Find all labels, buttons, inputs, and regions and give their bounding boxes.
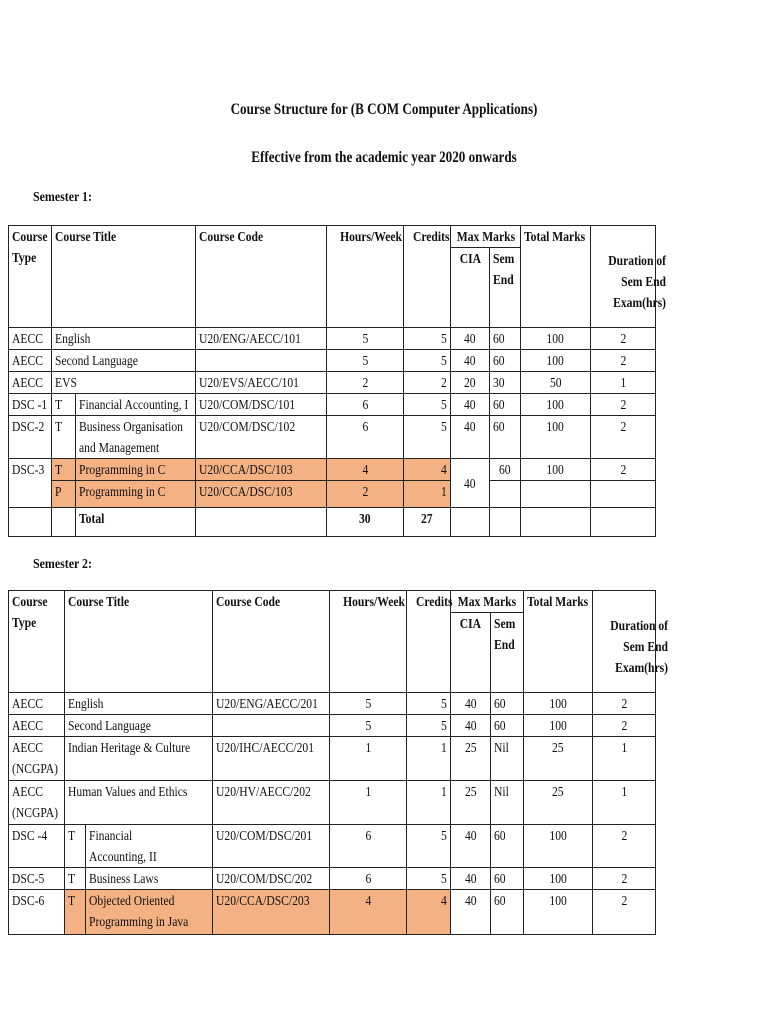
cell-duration: 2 bbox=[591, 459, 656, 481]
table-row-dsc3-practical bbox=[9, 481, 656, 508]
cell-total: 100 bbox=[524, 825, 593, 868]
header-duration: Duration of Sem End Exam(hrs) bbox=[593, 591, 656, 693]
header-max-marks: Max Marks bbox=[451, 226, 521, 248]
cell-credits: 5 bbox=[404, 416, 451, 459]
cell-empty bbox=[521, 508, 591, 537]
cell-total: 50 bbox=[521, 372, 591, 394]
cell-total: 100 bbox=[521, 350, 591, 372]
header-course-code: Course Code bbox=[213, 591, 330, 693]
cell-credits: 1 bbox=[407, 737, 451, 781]
cell-course-title: Financial Accounting, I bbox=[76, 394, 196, 416]
semester-1-label: Semester 1: bbox=[33, 190, 92, 205]
table-row bbox=[9, 737, 656, 781]
cell-tp: T bbox=[52, 416, 76, 459]
cell-course-code: U20/HV/AECC/202 bbox=[213, 781, 330, 825]
cell-duration: 2 bbox=[591, 416, 656, 459]
table-row bbox=[9, 394, 656, 416]
cell-course-type: DSC-5 bbox=[9, 868, 65, 890]
cell-credits: 5 bbox=[407, 868, 451, 890]
cell-duration: 2 bbox=[591, 328, 656, 350]
table-row bbox=[9, 416, 656, 459]
cell-total: 100 bbox=[521, 394, 591, 416]
table-row bbox=[9, 328, 656, 350]
cell-empty bbox=[490, 508, 521, 537]
cell-total: 100 bbox=[521, 416, 591, 459]
cell-hours: 5 bbox=[330, 693, 407, 715]
header-credits: Credits bbox=[404, 226, 451, 328]
cell-sem-end: Nil bbox=[491, 737, 524, 781]
cell-credits: 5 bbox=[404, 394, 451, 416]
cell-course-title: Human Values and Ethics bbox=[65, 781, 213, 825]
header-course-title: Course Title bbox=[52, 226, 196, 328]
cell-duration: 2 bbox=[593, 890, 656, 935]
semester-1-table bbox=[8, 225, 667, 537]
table-row bbox=[9, 693, 656, 715]
cell-duration: 2 bbox=[593, 693, 656, 715]
cell-total: 25 bbox=[524, 781, 593, 825]
cell-duration: 1 bbox=[591, 372, 656, 394]
semester-2-table bbox=[8, 590, 669, 935]
cell-tp: T bbox=[65, 825, 86, 868]
cell-course-title: Programming in C bbox=[76, 481, 196, 508]
cell-duration bbox=[591, 481, 656, 508]
cell-course-type: AECC bbox=[9, 328, 52, 350]
header-course-title: Course Title bbox=[65, 591, 213, 693]
table-row bbox=[9, 350, 656, 372]
cell-duration: 2 bbox=[593, 825, 656, 868]
cell-course-code: U20/COM/DSC/102 bbox=[196, 416, 327, 459]
cell-course-title: Second Language bbox=[52, 350, 196, 372]
header-cia: CIA bbox=[451, 613, 491, 693]
header-cia: CIA bbox=[451, 248, 490, 328]
cell-sem-end: 60 bbox=[490, 350, 521, 372]
cell-course-title: Indian Heritage & Culture bbox=[65, 737, 213, 781]
semester-2-label: Semester 2: bbox=[33, 557, 92, 572]
cell-course-title: Business Organisation and Management bbox=[76, 416, 196, 459]
cell-total: 25 bbox=[524, 737, 593, 781]
cell-course-code bbox=[213, 715, 330, 737]
cell-sem-end: 60 bbox=[490, 416, 521, 459]
header-duration: Duration of Sem End Exam(hrs) bbox=[591, 226, 656, 328]
cell-empty bbox=[591, 508, 656, 537]
cell-total: 100 bbox=[521, 459, 591, 481]
cell-hours: 4 bbox=[327, 459, 404, 481]
cell-course-title: Business Laws bbox=[86, 868, 213, 890]
cell-course-code: U20/IHC/AECC/201 bbox=[213, 737, 330, 781]
cell-cia: 40 bbox=[451, 350, 490, 372]
cell-course-type: DSC -1 bbox=[9, 394, 52, 416]
table-row-dsc3-theory bbox=[9, 459, 656, 481]
cell-course-title: Financial Accounting, II bbox=[86, 825, 213, 868]
table-row bbox=[9, 868, 656, 890]
cell-course-code: U20/ENG/AECC/201 bbox=[213, 693, 330, 715]
table-row bbox=[9, 825, 656, 868]
header-sem-end: Sem End bbox=[491, 613, 524, 693]
cell-credits: 5 bbox=[407, 693, 451, 715]
header-credits: Credits bbox=[407, 591, 451, 693]
cell-sem-end: 60 bbox=[490, 459, 521, 481]
cell-course-title: EVS bbox=[52, 372, 196, 394]
cell-empty bbox=[9, 508, 52, 537]
cell-sem-end: Nil bbox=[491, 781, 524, 825]
cell-hours: 2 bbox=[327, 372, 404, 394]
table-row bbox=[9, 781, 656, 825]
cell-empty bbox=[451, 508, 490, 537]
cell-hours: 1 bbox=[330, 737, 407, 781]
document-title: Course Structure for (B COM Computer Applications) bbox=[230, 101, 538, 118]
header-row bbox=[9, 226, 656, 248]
cell-cia: 40 bbox=[451, 825, 491, 868]
table-row bbox=[9, 715, 656, 737]
cell-cia: 25 bbox=[451, 737, 491, 781]
cell-hours: 6 bbox=[330, 825, 407, 868]
total-row bbox=[9, 508, 656, 537]
cell-course-title: Programming in C bbox=[76, 459, 196, 481]
cell-hours: 5 bbox=[330, 715, 407, 737]
cell-cia: 25 bbox=[451, 781, 491, 825]
cell-sem-end bbox=[490, 481, 521, 508]
cell-credits: 1 bbox=[407, 781, 451, 825]
cell-duration: 2 bbox=[593, 868, 656, 890]
cell-course-code: U20/COM/DSC/101 bbox=[196, 394, 327, 416]
cell-course-code: U20/CCA/DSC/103 bbox=[196, 459, 327, 481]
cell-sem-end: 60 bbox=[491, 715, 524, 737]
cell-credits: 5 bbox=[404, 350, 451, 372]
cell-total: 100 bbox=[524, 715, 593, 737]
header-row bbox=[9, 591, 656, 613]
cell-sem-end: 30 bbox=[490, 372, 521, 394]
cell-sem-end: 60 bbox=[491, 693, 524, 715]
cell-course-type: AECC bbox=[9, 350, 52, 372]
cell-course-code: U20/ENG/AECC/101 bbox=[196, 328, 327, 350]
cell-cia: 40 bbox=[451, 328, 490, 350]
cell-total: 100 bbox=[524, 890, 593, 935]
total-label: Total bbox=[76, 508, 196, 537]
cell-course-type: DSC-3 bbox=[9, 459, 52, 508]
cell-sem-end: 60 bbox=[490, 328, 521, 350]
cell-course-code: U20/COM/DSC/202 bbox=[213, 868, 330, 890]
cell-duration: 2 bbox=[591, 350, 656, 372]
table-row bbox=[9, 890, 656, 935]
cell-hours: 1 bbox=[330, 781, 407, 825]
cell-credits: 2 bbox=[404, 372, 451, 394]
header-course-code: Course Code bbox=[196, 226, 327, 328]
cell-cia: 40 bbox=[451, 459, 490, 508]
document-subtitle: Effective from the academic year 2020 onwards bbox=[251, 149, 517, 166]
cell-course-code: U20/EVS/AECC/101 bbox=[196, 372, 327, 394]
cell-credits: 1 bbox=[404, 481, 451, 508]
cell-duration: 1 bbox=[593, 781, 656, 825]
cell-cia: 40 bbox=[451, 394, 490, 416]
cell-sem-end: 60 bbox=[491, 868, 524, 890]
cell-credits: 5 bbox=[407, 825, 451, 868]
cell-hours: 6 bbox=[330, 868, 407, 890]
cell-course-type: DSC -4 bbox=[9, 825, 65, 868]
cell-cia: 40 bbox=[451, 693, 491, 715]
cell-course-code bbox=[196, 350, 327, 372]
cell-cia: 20 bbox=[451, 372, 490, 394]
cell-sem-end: 60 bbox=[491, 825, 524, 868]
cell-cia: 40 bbox=[451, 715, 491, 737]
cell-tp: P bbox=[52, 481, 76, 508]
cell-tp: T bbox=[52, 394, 76, 416]
cell-tp: T bbox=[52, 459, 76, 481]
cell-course-type: AECC bbox=[9, 693, 65, 715]
cell-course-title: English bbox=[52, 328, 196, 350]
cell-course-title: Second Language bbox=[65, 715, 213, 737]
header-sem-end: Sem End bbox=[490, 248, 521, 328]
cell-duration: 1 bbox=[593, 737, 656, 781]
cell-total: 100 bbox=[524, 868, 593, 890]
cell-cia: 40 bbox=[451, 868, 491, 890]
cell-total: 100 bbox=[521, 328, 591, 350]
cell-course-code: U20/CCA/DSC/203 bbox=[213, 890, 330, 935]
cell-hours: 2 bbox=[327, 481, 404, 508]
cell-course-title: Objected Oriented Programming in Java bbox=[86, 890, 213, 935]
cell-course-title: English bbox=[65, 693, 213, 715]
header-total-marks: Total Marks bbox=[521, 226, 591, 328]
cell-hours: 6 bbox=[327, 416, 404, 459]
header-hours-week: Hours/Week bbox=[327, 226, 404, 328]
cell-course-type: DSC-6 bbox=[9, 890, 65, 935]
cell-course-type: AECC (NCGPA) bbox=[9, 737, 65, 781]
table-row bbox=[9, 372, 656, 394]
cell-total bbox=[521, 481, 591, 508]
cell-course-code: U20/CCA/DSC/103 bbox=[196, 481, 327, 508]
cell-empty bbox=[196, 508, 327, 537]
cell-credits: 4 bbox=[407, 890, 451, 935]
cell-duration: 2 bbox=[591, 394, 656, 416]
cell-credits: 4 bbox=[404, 459, 451, 481]
cell-credits: 5 bbox=[404, 328, 451, 350]
cell-credits: 5 bbox=[407, 715, 451, 737]
cell-empty bbox=[52, 508, 76, 537]
cell-course-code: U20/COM/DSC/201 bbox=[213, 825, 330, 868]
cell-total: 100 bbox=[524, 693, 593, 715]
cell-course-type: DSC-2 bbox=[9, 416, 52, 459]
header-max-marks: Max Marks bbox=[451, 591, 524, 613]
cell-course-type: AECC bbox=[9, 715, 65, 737]
total-hours: 30 bbox=[327, 508, 404, 537]
header-hours-week: Hours/Week bbox=[330, 591, 407, 693]
cell-sem-end: 60 bbox=[491, 890, 524, 935]
cell-course-type: AECC bbox=[9, 372, 52, 394]
cell-hours: 5 bbox=[327, 350, 404, 372]
cell-sem-end: 60 bbox=[490, 394, 521, 416]
header-total-marks: Total Marks bbox=[524, 591, 593, 693]
cell-cia: 40 bbox=[451, 890, 491, 935]
cell-duration: 2 bbox=[593, 715, 656, 737]
cell-tp: T bbox=[65, 868, 86, 890]
header-course-type: Course Type bbox=[9, 591, 65, 693]
header-course-type: Course Type bbox=[9, 226, 52, 328]
total-credits: 27 bbox=[404, 508, 451, 537]
cell-hours: 4 bbox=[330, 890, 407, 935]
cell-hours: 5 bbox=[327, 328, 404, 350]
cell-hours: 6 bbox=[327, 394, 404, 416]
cell-course-type: AECC (NCGPA) bbox=[9, 781, 65, 825]
cell-cia: 40 bbox=[451, 416, 490, 459]
cell-tp: T bbox=[65, 890, 86, 935]
